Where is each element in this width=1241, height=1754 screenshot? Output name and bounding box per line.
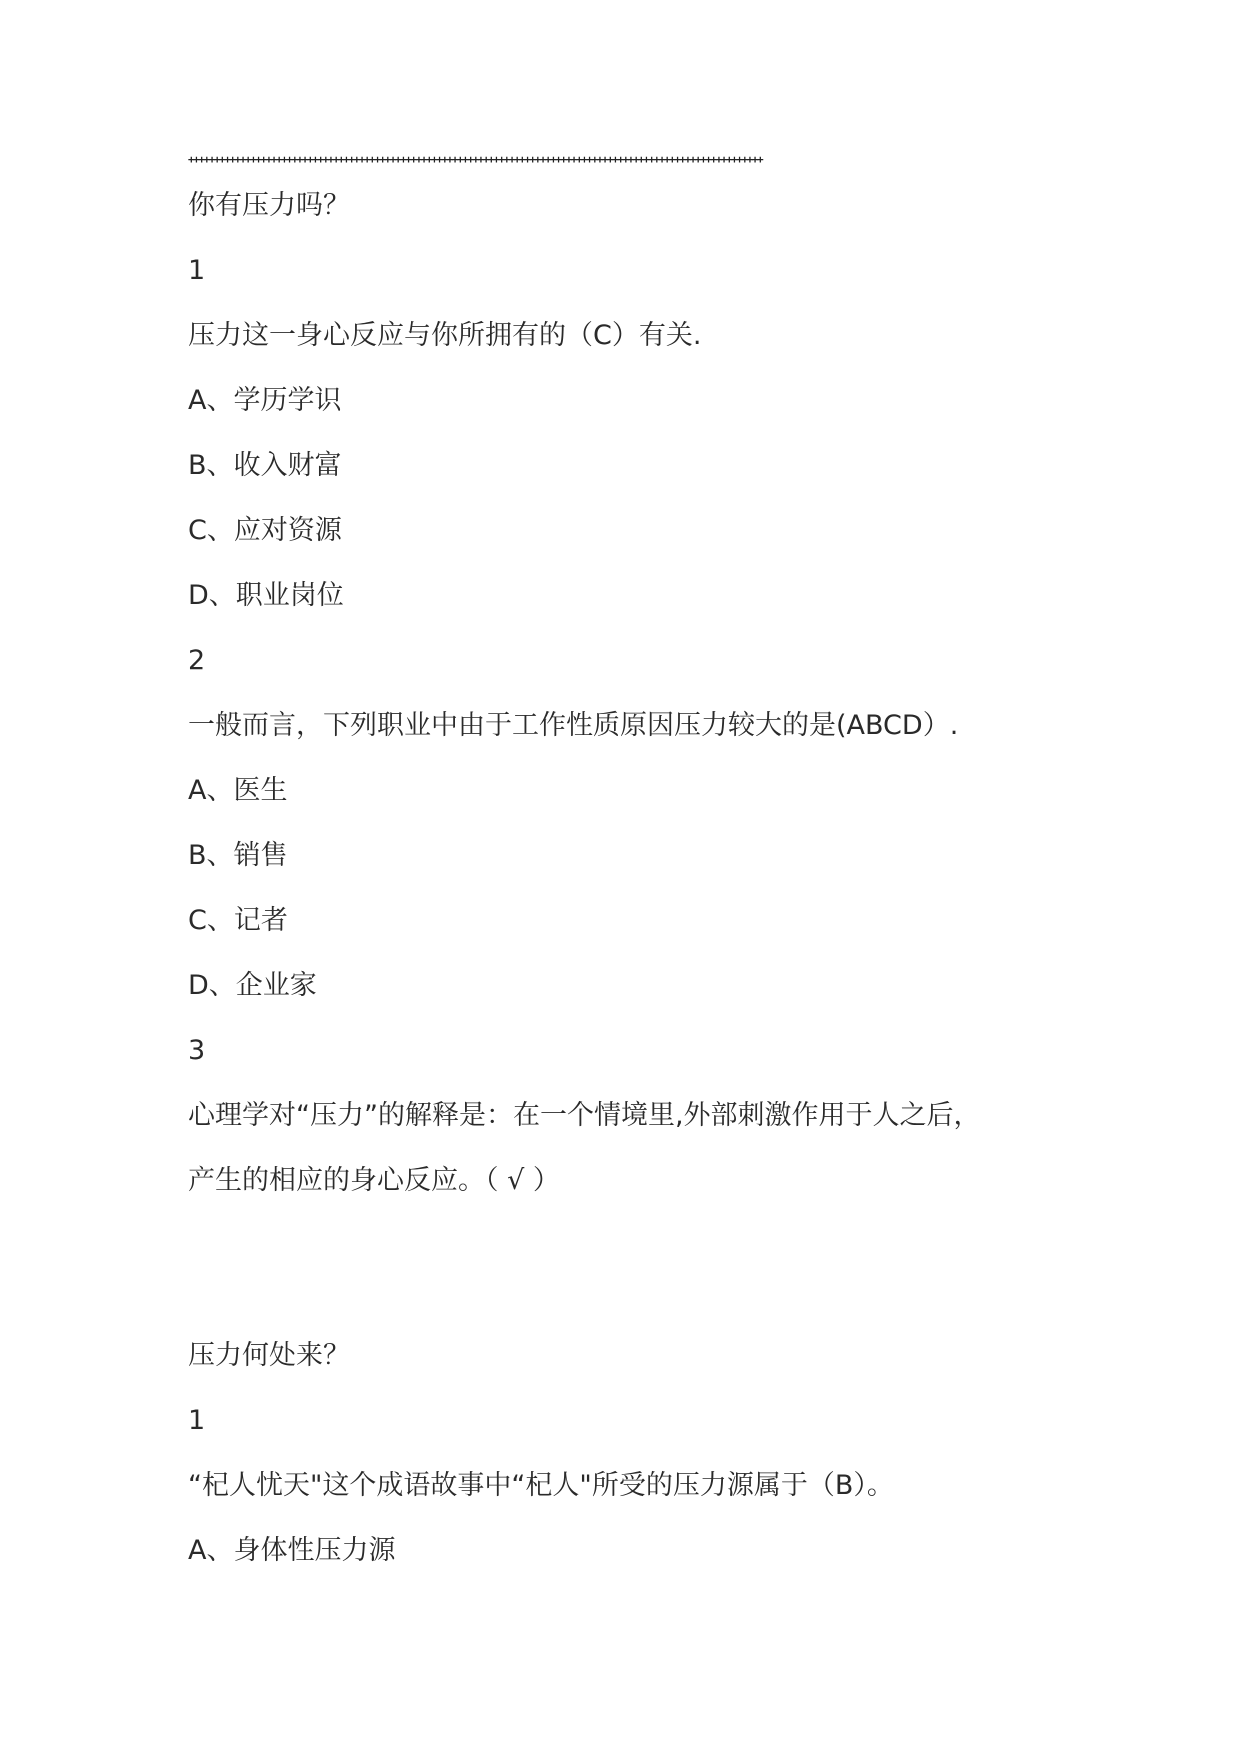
option-b: B、销售: [188, 840, 288, 871]
question-number: 2: [188, 645, 206, 676]
question-number: 1: [188, 1405, 206, 1436]
document-page: [188, 150, 1068, 1583]
option-a: A、学历学识: [188, 385, 342, 416]
option-c: C、应对资源: [188, 515, 342, 546]
question-text: 心理学对“压力”的解释是：在一个情境里,外部刺激作用于人之后，: [188, 1100, 981, 1131]
option-b: B、收入财富: [188, 450, 342, 481]
section-heading: 压力何处来？: [188, 1340, 350, 1371]
option-a: A、医生: [188, 775, 288, 806]
option-c: C、记者: [188, 905, 288, 936]
option-d: D、企业家: [188, 970, 317, 1001]
question-text: 一般而言，下列职业中由于工作性质原因压力较大的是(ABCD）.: [188, 710, 959, 741]
option-d: D、职业岗位: [188, 580, 344, 611]
question-text-continued: 产生的相应的身心反应。（ √ ）: [188, 1165, 560, 1196]
question-text: 压力这一身心反应与你所拥有的（C）有关.: [188, 320, 702, 351]
section-heading: 你有压力吗？: [188, 190, 350, 221]
question-number: 1: [188, 255, 206, 286]
section-gap: [188, 1213, 1068, 1323]
option-a: A、身体性压力源: [188, 1535, 396, 1566]
question-number: 3: [188, 1035, 206, 1066]
plus-separator: +++++++++++++++++++++++++++++++++++++++++++++++++++++++++++++++++++++++++++++++++++++++++++++++++++++++++++++++: [188, 153, 763, 166]
question-text: “杞人忧天"这个成语故事中“杞人"所受的压力源属于（B）。: [188, 1470, 894, 1501]
